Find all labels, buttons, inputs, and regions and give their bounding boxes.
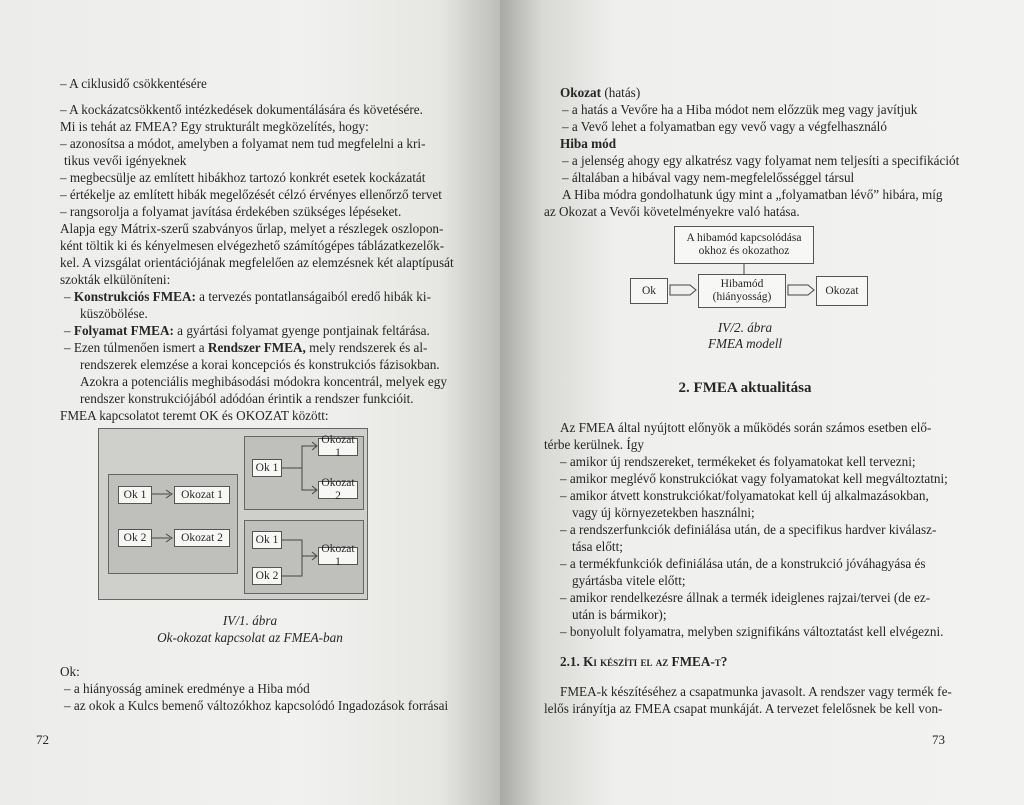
text-line: – a jelenség ahogy egy alkatrész vagy folyamat nem teljesíti a specifikációt <box>562 153 960 168</box>
bullet-ezen: – Ezen túlmenően ismert a Rendszer FMEA, mely rendszerek és al- <box>64 340 428 355</box>
list-item: tása előtt; <box>572 539 623 554</box>
box-r-okozat2: Okozat 2 <box>318 481 358 499</box>
box-ok2: Ok 2 <box>118 529 152 547</box>
text-line: FMEA-k készítéséhez a csapatmunka javasolt. A rendszer vagy termék fe- <box>560 684 952 699</box>
box-r2-ok2: Ok 2 <box>252 567 282 585</box>
hiba-heading: Hiba mód <box>560 136 617 151</box>
box-r-okozat1: Okozat 1 <box>318 438 358 456</box>
text-line: – a Vevő lehet a folyamatban egy vevő vagy a végfelhasználó <box>562 119 887 134</box>
list-item: – a rendszerfunkciók definiálása után, de a specifikus hardver kiválasz- <box>560 522 937 537</box>
text-line: Alapja egy Mátrix-szerű szabványos űrlap, melyet a részlegek oszlopon- <box>60 221 444 236</box>
text-line: rendszer konstrukciójából adódóan érintik a rendszer funkcióit. <box>80 391 414 406</box>
page-number: 73 <box>932 732 945 747</box>
text-line: – a hiányosság aminek eredménye a Hiba mód <box>64 681 310 696</box>
box-r-ok1: Ok 1 <box>252 459 282 477</box>
text-line: A Hiba módra gondolhatunk úgy mint a „folyamatban lévő” hibára, míg <box>562 187 943 202</box>
list-item: – a termékfunkciók definiálása után, de a konstrukció jóváhagyása és <box>560 556 926 571</box>
text-line: Mi is tehát az FMEA? Egy strukturált megközelítés, hogy: <box>60 119 369 134</box>
text-line: – azonosítsa a módot, amelyben a folyamat nem tud megfelelni a kri- <box>60 136 426 151</box>
text-line: szokták elkülöníteni: <box>60 272 171 287</box>
box-okozat1: Okozat 1 <box>174 486 230 504</box>
bullet-folyamat: – Folyamat FMEA: a gyártási folyamat gyenge pontjainak feltárása. <box>64 323 430 338</box>
text-line: Az FMEA által nyújtott előnyök a működés során számos esetben elő- <box>560 420 932 435</box>
list-item: – amikor új rendszereket, termékeket és folyamatokat kell tervezni; <box>560 454 916 469</box>
bullet-konstrukcios: – Konstrukciós FMEA: a tervezés pontatlanságaiból eredő hibák ki- <box>64 289 431 304</box>
okozat-heading: Okozat (hatás) <box>560 85 641 100</box>
text-line: ként töltik ki és kényelmesen elvégezhető számítógépes táblázatkezelők- <box>60 238 445 253</box>
list-item: után is bármikor); <box>572 607 667 622</box>
right-page <box>500 0 1024 805</box>
text-line: – rangsorolja a folyamat javítása érdekében szükséges lépéseket. <box>60 204 402 219</box>
figure-number: IV/2. ábra <box>717 320 773 335</box>
box-okozat2: Okozat 2 <box>174 529 230 547</box>
text-line: küszöbölése. <box>80 306 148 321</box>
text-line: tikus vevői igényeknek <box>64 153 187 168</box>
list-item: – amikor rendelkezésre állnak a termék ideiglenes rajzai/tervei (de ez- <box>560 590 931 605</box>
text-line: lelős irányítja az FMEA csapat munkáját. A tervezet felelősnek be kell von- <box>544 701 943 716</box>
sub-heading: 2.1. Ki készíti el az FMEA-t? <box>560 654 728 669</box>
text-line: – a hatás a Vevőre ha a Hiba módot nem előzzük meg vagy javítjuk <box>562 102 918 117</box>
text-line: Azokra a potenciális meghibásodási módokra koncentrál, melyek egy <box>80 374 447 389</box>
page-number: 72 <box>36 732 49 747</box>
list-item: – amikor átvett konstrukciókat/folyamatokat kell új alkalmazásokban, <box>560 488 929 503</box>
text-line: – A kockázatcsökkentő intézkedések dokumentálására és követésére. <box>60 102 423 117</box>
text-line: FMEA kapcsolatot teremt OK és OKOZAT között: <box>60 408 329 423</box>
figure-caption: FMEA modell <box>707 336 783 351</box>
box-hibamod: Hibamód (hiányosság) <box>698 274 786 308</box>
text-line: térbe kerülnek. Így <box>544 437 644 452</box>
box-ok: Ok <box>630 278 668 304</box>
figure-caption: Ok-okozat kapcsolat az FMEA-ban <box>157 630 343 645</box>
list-item: gyártásba vitele előtt; <box>572 573 686 588</box>
list-item: – bonyolult folyamatra, melyben szignifikáns változtatást kell elvégezni. <box>560 624 944 639</box>
ok-label: Ok: <box>60 664 80 679</box>
left-page <box>0 0 500 805</box>
text-line: – A ciklusidő csökkentésére <box>60 76 207 91</box>
box-r2-okozat1: Okozat 1 <box>318 547 358 565</box>
list-item: – amikor meglévő konstrukciókat vagy folyamatokat kell megváltoztatni; <box>560 471 948 486</box>
box-okozat: Okozat <box>816 276 868 306</box>
text-line: az Okozat a Vevői követelményekre való hatása. <box>544 204 800 219</box>
text-line: – megbecsülje az említett hibákhoz tartozó konkrét esetek kockázatát <box>60 170 426 185</box>
box-ok1: Ok 1 <box>118 486 152 504</box>
text-line: – értékelje az említett hibák megelőzését célzó érvényes ellenőrző tervet <box>60 187 442 202</box>
text-line: kel. A vizsgálat orientációjának megfelelően az elemzésnek két alaptípusát <box>60 255 454 270</box>
box-r2-ok1: Ok 1 <box>252 531 282 549</box>
section-title: 2. FMEA aktualitása <box>678 380 812 396</box>
text-line: – általában a hibával vagy nem-megfelelősséggel társul <box>562 170 855 185</box>
list-item: vagy új környezetekben használni; <box>572 505 755 520</box>
figure-number: IV/1. ábra <box>222 613 278 628</box>
text-line: – az okok a Kulcs bemenő változókhoz kapcsolódó Ingadozások forrásai <box>64 698 449 713</box>
text-line: rendszerek elemzése a korai koncepciós és konstrukciós fázisokban. <box>80 357 440 372</box>
box-hibamod-kapcsolodas: A hibamód kapcsolódása okhoz és okozathoz <box>674 226 814 264</box>
